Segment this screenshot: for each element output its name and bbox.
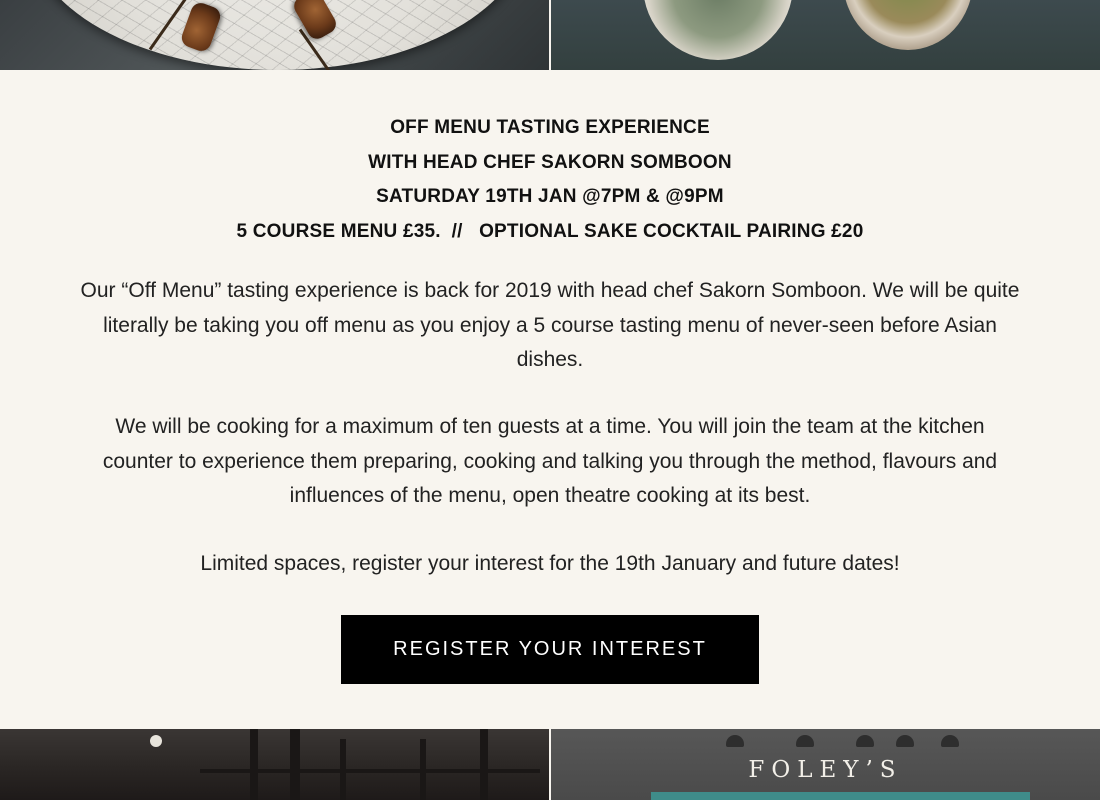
storefront-sign: FOLEY’S <box>748 757 903 783</box>
limited-spaces-paragraph: Limited spaces, register your interest for the 19th January and future dates! <box>200 552 900 575</box>
cracked-plate <box>28 0 528 70</box>
storefront-photo <box>551 729 1100 800</box>
kitchen-interior-photo <box>0 729 549 800</box>
shop-window-band <box>651 792 1030 800</box>
details-paragraph: We will be cooking for a maximum of ten guests at a time. You will join the team at the kitchen counter to experience them preparing, cooking and talking you through the method, flavours and influences of the menu, open theatre cooking at its best. <box>102 415 998 507</box>
ceiling-light <box>150 735 162 747</box>
bottom-photo-strip <box>0 729 1100 800</box>
event-headline <box>0 111 1100 249</box>
headline-line: OFF MENU TASTING EXPERIENCE <box>390 117 710 138</box>
skewer-dish-photo <box>0 0 549 70</box>
bowl <box>843 0 973 50</box>
headline-line: WITH HEAD CHEF SAKORN SOMBOON <box>368 151 732 173</box>
intro-paragraph: Our “Off Menu” tasting experience is back for 2019 with head chef Sakorn Somboon. We will be quite literally be taking you off menu as you enjoy a 5 course tasting menu of never-seen before Asian dishes. <box>80 279 1020 371</box>
event-announcement <box>0 70 1100 729</box>
headline-line: SATURDAY 19TH JAN @7PM & @9PM <box>376 186 724 207</box>
headline-line: 5 COURSE MENU £35. // OPTIONAL SAKE COCKTAIL PAIRING £20 <box>236 220 864 242</box>
register-interest-button[interactable]: REGISTER YOUR INTEREST <box>341 615 759 684</box>
bowl <box>643 0 793 60</box>
bowls-dish-photo <box>551 0 1100 70</box>
top-photo-strip <box>0 0 1100 70</box>
